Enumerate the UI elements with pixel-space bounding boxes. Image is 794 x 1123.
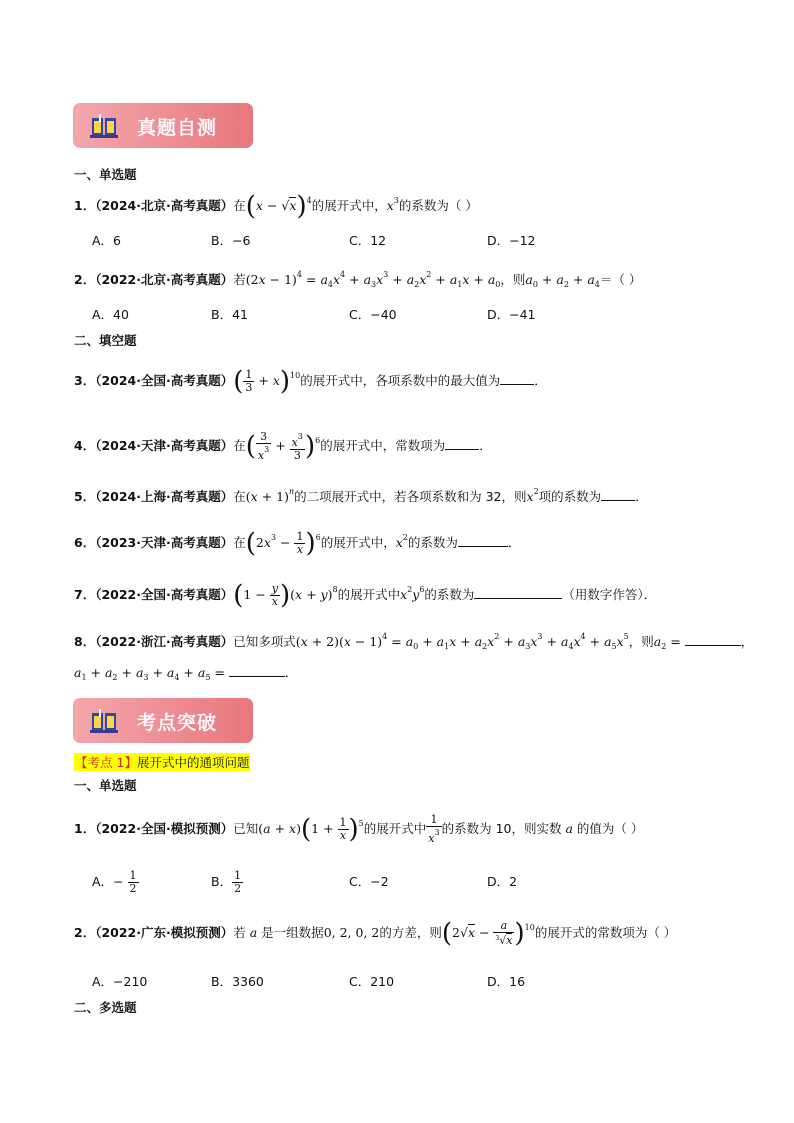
question-5: 5．（2024·上海·高考真题）在$(x + 1)^n$的二项展开式中，若各项系数和为 32，则$x^2$项的系数为 ．	[74, 487, 648, 504]
section-banner-zhenti	[73, 103, 253, 148]
section-heading: 二、多选题	[74, 1000, 137, 1015]
option-d[interactable]: D．−41	[487, 307, 536, 322]
option-d[interactable]: D．16	[487, 974, 526, 989]
question-7: 7．（2022·全国·高考真题）(1 − $\frac{y}{x}$ )$(x + y)^8$的展开式中$x^2y^6$的系数为 （用数字作答）．	[74, 580, 657, 611]
option-a[interactable]: A．− $\frac{1}{2}$	[92, 869, 137, 895]
topic-tag: 【考点 1】展开式中的通项问题	[75, 755, 250, 770]
option-b[interactable]: B． $\frac{1}{2}$	[211, 869, 242, 895]
question-3: 3．（2024·全国·高考真题）( $\frac{1}{3}$ + x)$^{10}$的展开式中，各项系数中的最大值为 ．	[74, 366, 547, 397]
banner-title: 真题自测	[137, 117, 218, 139]
option-a[interactable]: A．40	[92, 307, 129, 322]
practice-2: 2．（2022·广东·模拟预测）若 a 是一组数据0, 2, 0, 2的方差，则(2√x − $\frac{a}{^3√x}$ )$^{10}$的展开式的常数项为（ ）	[74, 918, 677, 949]
question-8: 8．（2022·浙江·高考真题）已知多项式$(x + 2)(x - 1)^4 = a_0 + a_1x + a_2x^2 + a_3x^3 + a_4x^4 + a_5x^5$，则$a_2$ = ，	[74, 632, 754, 651]
option-b[interactable]: B．3360	[211, 974, 264, 989]
section-heading: 二、填空题	[74, 333, 137, 348]
option-a[interactable]: A．−210	[92, 974, 148, 989]
banner-title: 考点突破	[137, 712, 218, 734]
question-2: 2．（2022·北京·高考真题）若$(2x - 1)^4 = a_4x^4 + a_3x^3 + a_2x^2 + a_1x + a_0$，则$a_0 + a_2 + a_4=$（ ）	[74, 270, 642, 289]
option-b[interactable]: B．−6	[211, 233, 251, 248]
question-1: 1．（2024·北京·高考真题）在$(x - √x)^4$的展开式中，$x^3$的系数为（ ）	[74, 191, 478, 222]
section-banner-kaodian	[73, 698, 253, 743]
book-icon	[89, 112, 119, 140]
question-4: 4．（2024·天津·高考真题）在( $\frac{3}{x^3}$ + $\frac{x^3}{3}$ )$^6$的展开式中，常数项为 ．	[74, 430, 492, 462]
practice-1: 1．（2022·全国·模拟预测）已知(a + x)(1 + $\frac{1}{x}$ )$^5$的展开式中 $\frac{1}{x^3}$ 的系数为 10，则实数 a 的值为（ ）	[74, 813, 644, 845]
option-b[interactable]: B．41	[211, 307, 248, 322]
option-c[interactable]: C．210	[349, 974, 395, 989]
option-d[interactable]: D．−12	[487, 233, 536, 248]
section-heading: 一、单选题	[74, 778, 137, 793]
option-c[interactable]: C．−2	[349, 874, 389, 889]
book-icon	[89, 707, 119, 735]
question-6: 6．（2023·天津·高考真题）在($2x^3$ − $\frac{1}{x}$ )$^6$的展开式中，$x^2$的系数为 ．	[74, 528, 521, 559]
option-a[interactable]: A．6	[92, 233, 122, 248]
option-d[interactable]: D．2	[487, 874, 518, 889]
option-c[interactable]: C．12	[349, 233, 387, 248]
question-8-line2: $a_1 + a_2 + a_3 + a_4 + a_5$ = ．	[74, 665, 298, 682]
option-c[interactable]: C．−40	[349, 307, 397, 322]
section-heading: 一、单选题	[74, 167, 137, 182]
